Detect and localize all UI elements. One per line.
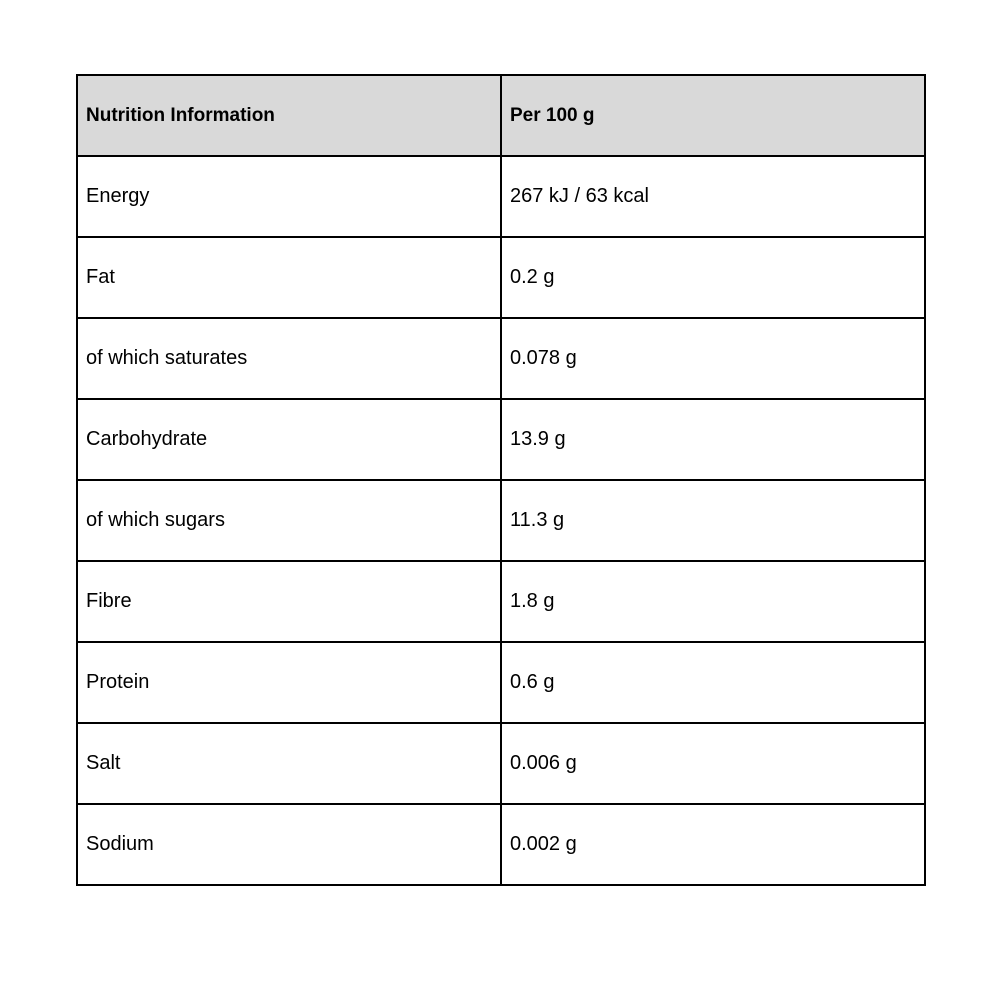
table-row-energy <box>77 156 925 237</box>
nutrient-value: 0.6 g <box>501 642 925 723</box>
nutrient-value: 0.006 g <box>501 723 925 804</box>
nutrient-label: Protein <box>77 642 501 723</box>
table-row-saturates <box>77 318 925 399</box>
header-row <box>77 75 925 156</box>
nutrient-value: 267 kJ / 63 kcal <box>501 156 925 237</box>
table-row-salt <box>77 723 925 804</box>
header-per-100g: Per 100 g <box>501 75 925 156</box>
table-row-protein <box>77 642 925 723</box>
table-row-sodium <box>77 804 925 885</box>
nutrient-label: Salt <box>77 723 501 804</box>
table-row-fibre <box>77 561 925 642</box>
nutrient-label: Energy <box>77 156 501 237</box>
nutrient-label: Sodium <box>77 804 501 885</box>
nutrient-value: 1.8 g <box>501 561 925 642</box>
table-row-fat <box>77 237 925 318</box>
header-nutrition-information: Nutrition Information <box>77 75 501 156</box>
nutrient-label: of which sugars <box>77 480 501 561</box>
nutrient-label: Carbohydrate <box>77 399 501 480</box>
nutrient-value: 0.002 g <box>501 804 925 885</box>
nutrient-label: of which saturates <box>77 318 501 399</box>
table-header <box>77 75 925 156</box>
nutrient-value: 0.078 g <box>501 318 925 399</box>
table-body <box>77 156 925 885</box>
nutrient-value: 11.3 g <box>501 480 925 561</box>
table-row-sugars <box>77 480 925 561</box>
nutrient-label: Fat <box>77 237 501 318</box>
table-row-carbohydrate <box>77 399 925 480</box>
nutrient-label: Fibre <box>77 561 501 642</box>
nutrition-table <box>76 74 926 886</box>
nutrient-value: 0.2 g <box>501 237 925 318</box>
nutrient-value: 13.9 g <box>501 399 925 480</box>
